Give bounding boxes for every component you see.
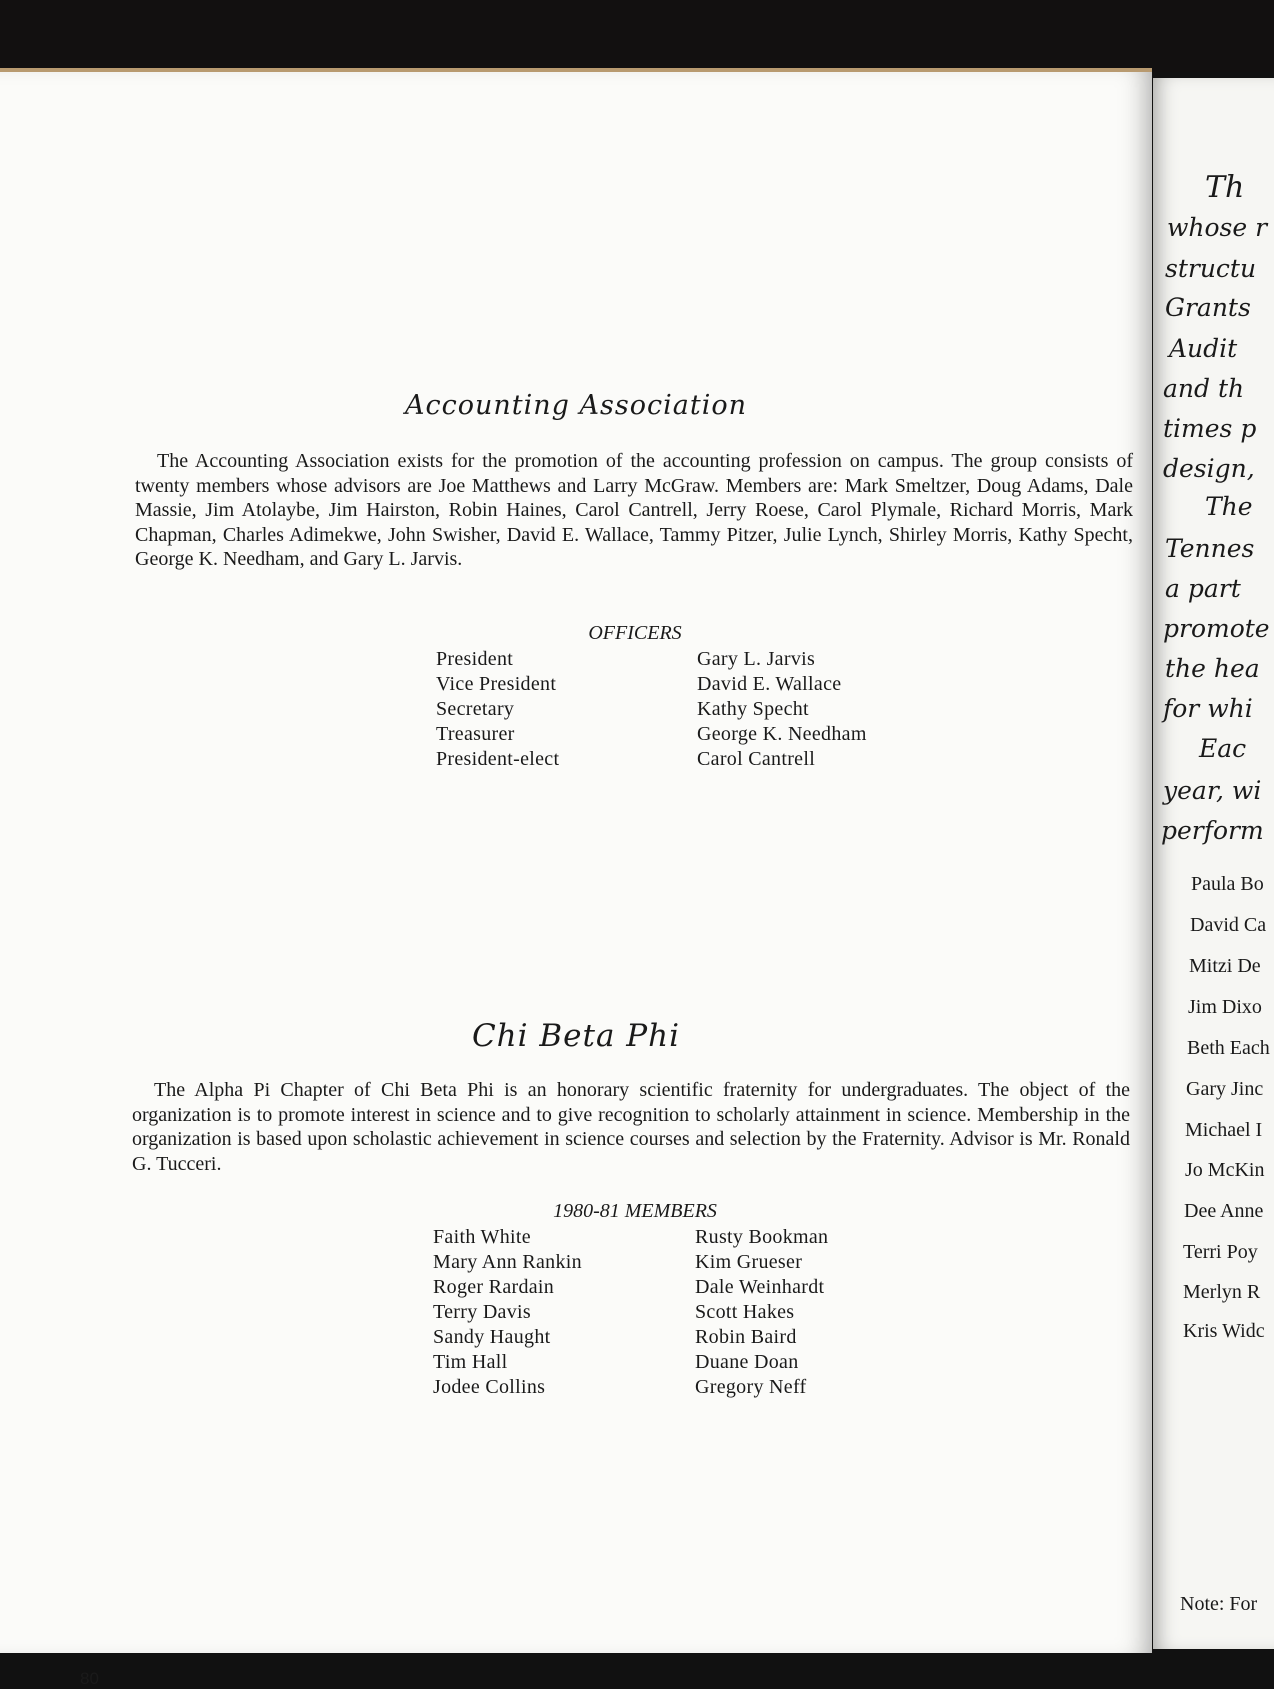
officer-name: Gary L. Jarvis bbox=[697, 648, 816, 670]
members-column-2 bbox=[695, 1225, 828, 1400]
member-name: Roger Rardain bbox=[433, 1276, 555, 1298]
script-line: the hea bbox=[1165, 654, 1260, 683]
member-name: Jodee Collins bbox=[433, 1376, 546, 1398]
script-line: design, bbox=[1163, 454, 1255, 483]
script-line: Th bbox=[1205, 170, 1245, 205]
member-name: Tim Hall bbox=[433, 1351, 508, 1373]
right-name: Dee Anne bbox=[1184, 1200, 1264, 1222]
right-name: Merlyn R bbox=[1183, 1281, 1261, 1303]
right-page bbox=[1153, 78, 1274, 1649]
member-name: Dale Weinhardt bbox=[695, 1276, 825, 1298]
left-page bbox=[0, 68, 1152, 1688]
script-line: whose r bbox=[1167, 213, 1268, 242]
officer-role: President-elect bbox=[436, 748, 560, 770]
scan-background-top bbox=[0, 0, 1274, 72]
officer-role: Treasurer bbox=[436, 723, 515, 745]
script-line: Eac bbox=[1199, 734, 1247, 763]
member-name: Duane Doan bbox=[695, 1351, 799, 1373]
member-name: Faith White bbox=[433, 1226, 531, 1248]
member-name: Terry Davis bbox=[433, 1301, 531, 1323]
script-line: year, wi bbox=[1163, 776, 1262, 805]
right-name: Terri Poy bbox=[1183, 1241, 1258, 1263]
script-line: structu bbox=[1165, 254, 1257, 283]
right-name: Gary Jinc bbox=[1186, 1078, 1264, 1100]
right-name: David Ca bbox=[1190, 914, 1267, 936]
chi-beta-phi-body: The Alpha Pi Chapter of Chi Beta Phi is an honorary scientific fraternity for undergraduates. The object of the organization is to promote interest in science and to give recognition to scholarly attainment in science. Membership in the organization is based upon scholastic achievement in science courses and selection by the Fraternity. Advisor is Mr. Ronald G. Tucceri. bbox=[132, 1079, 1130, 1175]
script-line: promote bbox=[1163, 614, 1270, 643]
script-line: Grants bbox=[1165, 293, 1251, 322]
script-line: perform bbox=[1161, 816, 1264, 845]
officer-name: George K. Needham bbox=[697, 723, 867, 745]
member-name: Robin Baird bbox=[695, 1326, 797, 1348]
member-name: Rusty Bookman bbox=[695, 1226, 829, 1248]
right-name: Kris Widc bbox=[1183, 1320, 1265, 1342]
member-name: Scott Hakes bbox=[695, 1301, 795, 1323]
member-name: Mary Ann Rankin bbox=[433, 1251, 582, 1273]
script-line: Tennes bbox=[1165, 534, 1255, 563]
page-number: 80 bbox=[80, 1669, 99, 1688]
script-line: for whi bbox=[1163, 694, 1253, 723]
script-line: times p bbox=[1163, 414, 1257, 443]
note-text: Note: For bbox=[1180, 1593, 1258, 1615]
right-name: Mitzi De bbox=[1189, 955, 1261, 977]
officer-role: Vice President bbox=[436, 673, 557, 695]
officer-names bbox=[697, 647, 867, 772]
members-column-1 bbox=[433, 1225, 582, 1400]
script-line: Audit bbox=[1169, 334, 1238, 363]
member-name: Sandy Haught bbox=[433, 1326, 551, 1348]
accounting-association-title: Accounting Association bbox=[405, 390, 747, 421]
officer-role: President bbox=[436, 648, 514, 670]
script-line: a part bbox=[1165, 574, 1241, 603]
officer-role: Secretary bbox=[436, 698, 515, 720]
officers-heading: OFFICERS bbox=[588, 622, 682, 644]
officer-name: Carol Cantrell bbox=[697, 748, 816, 770]
right-name: Paula Bo bbox=[1191, 873, 1264, 895]
script-line: The bbox=[1205, 492, 1253, 521]
right-name: Jo McKin bbox=[1185, 1159, 1265, 1181]
accounting-association-body: The Accounting Association exists for the promotion of the accounting profession on campus. The group consists of twenty members whose advisors are Joe Matthews and Larry McGraw. Members are: Mark Smeltzer, Doug Adams, Dale Massie, Jim Atolaybe, Jim Hairston, Robin Haines, Carol Cantrell, Jerry Roese, Carol Plymale, Richard Morris, Mark Chapman, Charles Adimekwe, John Swisher, David E. Wallace, Tammy Pitzer, Julie Lynch, Shirley Morris, Kathy Specht, George K. Needham, and Gary L. Jarvis. bbox=[135, 450, 1133, 571]
officer-name: Kathy Specht bbox=[697, 698, 809, 720]
members-heading: 1980-81 MEMBERS bbox=[553, 1200, 717, 1222]
member-name: Gregory Neff bbox=[695, 1376, 807, 1398]
officer-name: David E. Wallace bbox=[697, 673, 842, 695]
right-name: Jim Dixo bbox=[1188, 996, 1262, 1018]
right-name: Michael I bbox=[1185, 1119, 1263, 1141]
script-line: and th bbox=[1163, 374, 1245, 403]
officer-roles bbox=[436, 647, 559, 772]
member-name: Kim Grueser bbox=[695, 1251, 803, 1273]
right-name: Beth Each bbox=[1187, 1037, 1270, 1059]
chi-beta-phi-title: Chi Beta Phi bbox=[471, 1018, 681, 1054]
